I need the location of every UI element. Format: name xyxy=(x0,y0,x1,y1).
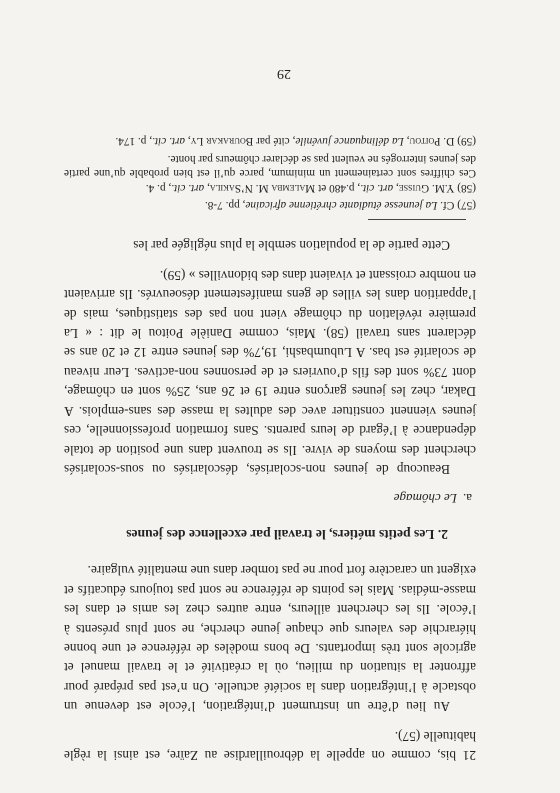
footnote-number: (57) xyxy=(457,199,476,212)
footnote-ref: art. cit. xyxy=(152,135,186,148)
footnote-59 xyxy=(64,134,476,148)
page-number: 29 xyxy=(277,66,291,81)
subsection-title: Le chômage xyxy=(393,490,457,506)
footnote-rest: , pp. 7-8. xyxy=(204,199,246,212)
footnote-rule xyxy=(368,219,466,220)
page-content xyxy=(64,134,476,765)
footnote-number: (58) xyxy=(457,181,476,194)
footnote-mid: , p.480 et xyxy=(318,181,361,194)
section-heading: 2. Les petits métiers, le travail par excellence des jeunes xyxy=(126,526,448,542)
footnote-58 xyxy=(64,151,476,194)
footnote-ref: art. cit. xyxy=(360,181,394,194)
footnote-author: Malemba M. N’Sakila, xyxy=(207,181,316,194)
footnote-author: D. Poitou, xyxy=(406,135,455,148)
footnote-rest: , p. 4. xyxy=(145,181,172,194)
footnote-ref: art. cit. xyxy=(171,181,205,194)
footnote-continuation: Ces chiffres sont certainement un minimum, parce qu’il est bien probable qu’une partie des jeunes interrogés ne veulent pas se déclarer chômeurs par honte. xyxy=(64,152,476,180)
footnote-57 xyxy=(64,198,476,212)
footnote-title: La jeunesse étudiante chrétienne africaine xyxy=(245,199,438,212)
footnote-prefix: Cf. xyxy=(440,199,455,212)
paragraph-continuation: 21 bis, comme on appelle la débrouillardise au Zaïre, est ainsi la règle habituelle (57). xyxy=(64,728,476,763)
footnote-mid: , cité par xyxy=(256,135,296,148)
footnote-rest: , p. 174. xyxy=(115,135,153,148)
subsection-number: a. xyxy=(462,490,472,506)
footnote-author: Bourakar Ly, xyxy=(187,135,254,148)
footnote-number: (59) xyxy=(457,135,476,148)
paragraph-closing: Cette partie de la population semble la plus négligée par les xyxy=(133,238,450,254)
footnotes xyxy=(64,134,476,212)
paragraph-unemployment: Beaucoup de jeunes non-scolarisés, déscolarisés ou sous-scolarisés cherchent des moyens de vivre. Ils se trouvent dans une position de totale dépendance à l’égard de leurs parents. Sans formation professionnelle, ces jeunes viennent constituer avec des adultes la masse des sans-emplois. A Dakar, chez les jeunes garçons entre 19 et 26 ans, 25% sont en chômage, dont 73% sont des fils d’ouvriers et de personnes non-actives. Leur niveau de scolarité est bas. A Lubumbashi, 19,7% des jeunes entre 12 et 20 ans se déclarent sans travail (58). Mais, comme Danièle Poitou le dit : « La première révélation du chômage vient non pas des statistiques, mais de l’apparition dans les villes de gens manifestement désoeuvrés. Ils arrivaient en nombre croissant et vivaient dans des bidonvilles » (59). xyxy=(64,267,476,477)
footnote-author: Y.M. Guisse, xyxy=(395,181,455,194)
subsection-heading xyxy=(64,489,476,508)
paragraph-school: Au lieu d’être un instrument d’intégration, l’école est devenue un obstacle à l’intégration dans la société actuelle. On n’est pas préparé pour affronter la situation du milieu, où la créativité et le travail manuel et agricole sont très importants. De bons modèles de référence et une bonne hiérarchie des valeurs que chaque jeune cherche, ne sont plus présents à l’école. Ils les cherchent ailleurs, entre autres chez les amis et dans les masse-médias. Mais les points de référence ne sont pas toujours éducatifs et exigent un caractère fort pour ne pas tomber dans une mentalité vulgaire. xyxy=(64,563,476,715)
footnote-title: La délinquance juvénile xyxy=(295,135,404,148)
